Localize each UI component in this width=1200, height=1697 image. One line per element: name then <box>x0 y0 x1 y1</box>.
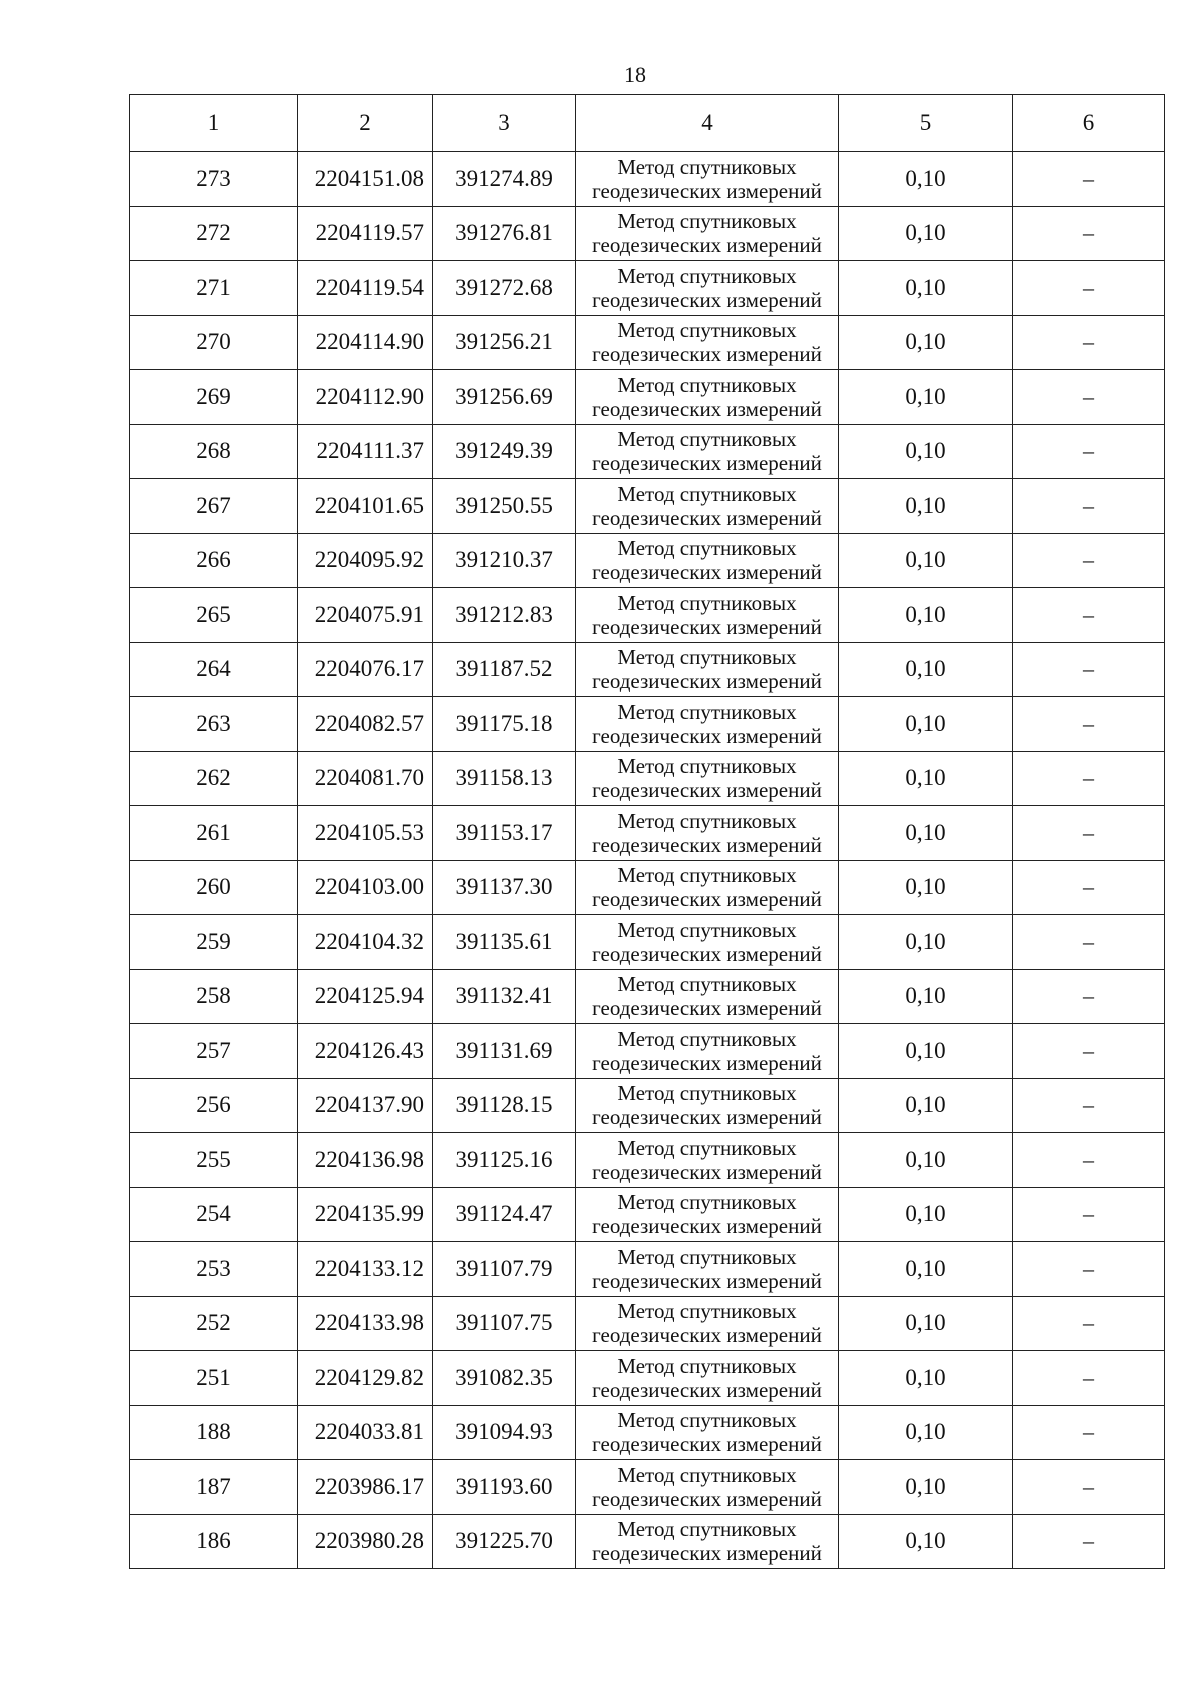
note-cell: – <box>1013 969 1165 1024</box>
table-row <box>130 969 1165 1024</box>
y-coordinate-cell: 391193.60 <box>433 1460 576 1515</box>
point-number-cell: 254 <box>130 1187 298 1242</box>
method-line-2: геодезических измерений <box>592 560 822 585</box>
method-line-2: геодезических измерений <box>592 451 822 476</box>
method-line-1: Метод спутниковых <box>617 209 797 234</box>
note-cell: – <box>1013 533 1165 588</box>
y-coordinate-cell: 391137.30 <box>433 860 576 915</box>
method-line-1: Метод спутниковых <box>617 590 797 615</box>
table-row <box>130 315 1165 370</box>
y-coordinate-cell: 391225.70 <box>433 1514 576 1569</box>
y-coordinate-cell: 391125.16 <box>433 1133 576 1188</box>
accuracy-cell: 0,10 <box>839 370 1013 425</box>
x-coordinate-cell: 2204151.08 <box>298 152 433 207</box>
point-number-cell: 264 <box>130 642 298 697</box>
y-coordinate-cell: 391132.41 <box>433 969 576 1024</box>
table-row <box>130 206 1165 261</box>
method-cell <box>576 1133 839 1188</box>
accuracy-cell: 0,10 <box>839 860 1013 915</box>
table-row <box>130 533 1165 588</box>
y-coordinate-cell: 391128.15 <box>433 1078 576 1133</box>
point-number-cell: 260 <box>130 860 298 915</box>
point-number-cell: 273 <box>130 152 298 207</box>
y-coordinate-cell: 391131.69 <box>433 1024 576 1079</box>
table-row <box>130 1514 1165 1569</box>
method-cell <box>576 1296 839 1351</box>
method-line-2: геодезических измерений <box>592 1541 822 1566</box>
accuracy-cell: 0,10 <box>839 1351 1013 1406</box>
method-cell <box>576 751 839 806</box>
table-row <box>130 1187 1165 1242</box>
y-coordinate-cell: 391175.18 <box>433 697 576 752</box>
method-cell <box>576 1460 839 1515</box>
point-number-cell: 187 <box>130 1460 298 1515</box>
method-line-1: Метод спутниковых <box>617 1353 797 1378</box>
method-cell <box>576 261 839 316</box>
table-row <box>130 1133 1165 1188</box>
method-line-1: Метод спутниковых <box>617 645 797 670</box>
method-cell <box>576 1242 839 1297</box>
y-coordinate-cell: 391272.68 <box>433 261 576 316</box>
method-line-1: Метод спутниковых <box>617 1462 797 1487</box>
method-line-1: Метод спутниковых <box>617 808 797 833</box>
y-coordinate-cell: 391249.39 <box>433 424 576 479</box>
method-line-2: геодезических измерений <box>592 669 822 694</box>
column-header-5: 5 <box>839 95 1013 152</box>
method-line-1: Метод спутниковых <box>617 372 797 397</box>
point-number-cell: 253 <box>130 1242 298 1297</box>
method-cell <box>576 315 839 370</box>
table-row <box>130 588 1165 643</box>
note-cell: – <box>1013 1242 1165 1297</box>
table-row <box>130 1024 1165 1079</box>
x-coordinate-cell: 2204103.00 <box>298 860 433 915</box>
table-row <box>130 424 1165 479</box>
note-cell: – <box>1013 860 1165 915</box>
x-coordinate-cell: 2204129.82 <box>298 1351 433 1406</box>
method-cell <box>576 1187 839 1242</box>
method-line-2: геодезических измерений <box>592 1214 822 1239</box>
note-cell: – <box>1013 1078 1165 1133</box>
point-number-cell: 263 <box>130 697 298 752</box>
method-line-2: геодезических измерений <box>592 178 822 203</box>
point-number-cell: 257 <box>130 1024 298 1079</box>
note-cell: – <box>1013 424 1165 479</box>
accuracy-cell: 0,10 <box>839 1514 1013 1569</box>
method-line-1: Метод спутниковых <box>617 536 797 561</box>
point-number-cell: 265 <box>130 588 298 643</box>
x-coordinate-cell: 2204111.37 <box>298 424 433 479</box>
x-coordinate-cell: 2204136.98 <box>298 1133 433 1188</box>
column-header-4: 4 <box>576 95 839 152</box>
x-coordinate-cell: 2204137.90 <box>298 1078 433 1133</box>
x-coordinate-cell: 2204101.65 <box>298 479 433 534</box>
table-row <box>130 860 1165 915</box>
method-cell <box>576 1514 839 1569</box>
method-line-2: геодезических измерений <box>592 614 822 639</box>
method-line-1: Метод спутниковых <box>617 1408 797 1433</box>
x-coordinate-cell: 2204082.57 <box>298 697 433 752</box>
note-cell: – <box>1013 751 1165 806</box>
table-row <box>130 152 1165 207</box>
y-coordinate-cell: 391158.13 <box>433 751 576 806</box>
method-line-2: геодезических измерений <box>592 1268 822 1293</box>
point-number-cell: 255 <box>130 1133 298 1188</box>
method-line-1: Метод спутниковых <box>617 1244 797 1269</box>
x-coordinate-cell: 2203980.28 <box>298 1514 433 1569</box>
table-row <box>130 479 1165 534</box>
y-coordinate-cell: 391094.93 <box>433 1405 576 1460</box>
point-number-cell: 258 <box>130 969 298 1024</box>
y-coordinate-cell: 391124.47 <box>433 1187 576 1242</box>
table-row <box>130 1078 1165 1133</box>
table-row <box>130 642 1165 697</box>
point-number-cell: 272 <box>130 206 298 261</box>
method-line-1: Метод спутниковых <box>617 972 797 997</box>
method-line-2: геодезических измерений <box>592 996 822 1021</box>
note-cell: – <box>1013 1514 1165 1569</box>
table-row <box>130 1405 1165 1460</box>
table-body <box>130 152 1165 1569</box>
x-coordinate-cell: 2204112.90 <box>298 370 433 425</box>
x-coordinate-cell: 2204119.54 <box>298 261 433 316</box>
x-coordinate-cell: 2204104.32 <box>298 915 433 970</box>
method-line-1: Метод спутниковых <box>617 1081 797 1106</box>
point-number-cell: 271 <box>130 261 298 316</box>
method-line-2: геодезических измерений <box>592 1432 822 1457</box>
y-coordinate-cell: 391256.21 <box>433 315 576 370</box>
method-line-1: Метод спутниковых <box>617 699 797 724</box>
y-coordinate-cell: 391107.75 <box>433 1296 576 1351</box>
table-row <box>130 370 1165 425</box>
column-header-6: 6 <box>1013 95 1165 152</box>
point-number-cell: 270 <box>130 315 298 370</box>
y-coordinate-cell: 391135.61 <box>433 915 576 970</box>
method-cell <box>576 806 839 861</box>
method-cell <box>576 206 839 261</box>
method-cell <box>576 697 839 752</box>
x-coordinate-cell: 2204133.12 <box>298 1242 433 1297</box>
accuracy-cell: 0,10 <box>839 533 1013 588</box>
note-cell: – <box>1013 479 1165 534</box>
y-coordinate-cell: 391274.89 <box>433 152 576 207</box>
x-coordinate-cell: 2204075.91 <box>298 588 433 643</box>
accuracy-cell: 0,10 <box>839 152 1013 207</box>
method-line-2: геодезических измерений <box>592 287 822 312</box>
x-coordinate-cell: 2204125.94 <box>298 969 433 1024</box>
accuracy-cell: 0,10 <box>839 1296 1013 1351</box>
method-line-2: геодезических измерений <box>592 342 822 367</box>
method-line-1: Метод спутниковых <box>617 1299 797 1324</box>
note-cell: – <box>1013 806 1165 861</box>
method-line-2: геодезических измерений <box>592 1105 822 1130</box>
table-row <box>130 697 1165 752</box>
method-line-1: Метод спутниковых <box>617 154 797 179</box>
point-number-cell: 269 <box>130 370 298 425</box>
note-cell: – <box>1013 315 1165 370</box>
x-coordinate-cell: 2204081.70 <box>298 751 433 806</box>
column-header-2: 2 <box>298 95 433 152</box>
coordinates-table <box>129 94 1165 1569</box>
note-cell: – <box>1013 588 1165 643</box>
note-cell: – <box>1013 1133 1165 1188</box>
point-number-cell: 256 <box>130 1078 298 1133</box>
point-number-cell: 188 <box>130 1405 298 1460</box>
accuracy-cell: 0,10 <box>839 1024 1013 1079</box>
table-row <box>130 806 1165 861</box>
y-coordinate-cell: 391210.37 <box>433 533 576 588</box>
method-cell <box>576 479 839 534</box>
note-cell: – <box>1013 1187 1165 1242</box>
accuracy-cell: 0,10 <box>839 261 1013 316</box>
method-line-2: геодезических измерений <box>592 1323 822 1348</box>
accuracy-cell: 0,10 <box>839 806 1013 861</box>
method-cell <box>576 969 839 1024</box>
accuracy-cell: 0,10 <box>839 1187 1013 1242</box>
point-number-cell: 267 <box>130 479 298 534</box>
point-number-cell: 251 <box>130 1351 298 1406</box>
method-line-1: Метод спутниковых <box>617 1135 797 1160</box>
method-line-2: геодезических измерений <box>592 941 822 966</box>
note-cell: – <box>1013 1024 1165 1079</box>
y-coordinate-cell: 391153.17 <box>433 806 576 861</box>
x-coordinate-cell: 2204119.57 <box>298 206 433 261</box>
accuracy-cell: 0,10 <box>839 1078 1013 1133</box>
point-number-cell: 266 <box>130 533 298 588</box>
method-line-2: геодезических измерений <box>592 396 822 421</box>
note-cell: – <box>1013 1460 1165 1515</box>
y-coordinate-cell: 391276.81 <box>433 206 576 261</box>
method-cell <box>576 860 839 915</box>
method-line-1: Метод спутниковых <box>617 263 797 288</box>
table-row <box>130 1296 1165 1351</box>
x-coordinate-cell: 2204076.17 <box>298 642 433 697</box>
table-row <box>130 261 1165 316</box>
method-line-1: Метод спутниковых <box>617 1190 797 1215</box>
method-line-1: Метод спутниковых <box>617 917 797 942</box>
note-cell: – <box>1013 697 1165 752</box>
method-line-2: геодезических измерений <box>592 887 822 912</box>
method-line-2: геодезических измерений <box>592 723 822 748</box>
note-cell: – <box>1013 206 1165 261</box>
page-number: 18 <box>624 62 646 87</box>
note-cell: – <box>1013 370 1165 425</box>
accuracy-cell: 0,10 <box>839 1133 1013 1188</box>
method-line-1: Метод спутниковых <box>617 863 797 888</box>
note-cell: – <box>1013 152 1165 207</box>
accuracy-cell: 0,10 <box>839 424 1013 479</box>
y-coordinate-cell: 391107.79 <box>433 1242 576 1297</box>
accuracy-cell: 0,10 <box>839 315 1013 370</box>
x-coordinate-cell: 2204135.99 <box>298 1187 433 1242</box>
y-coordinate-cell: 391250.55 <box>433 479 576 534</box>
y-coordinate-cell: 391187.52 <box>433 642 576 697</box>
method-cell <box>576 1024 839 1079</box>
x-coordinate-cell: 2204126.43 <box>298 1024 433 1079</box>
x-coordinate-cell: 2203986.17 <box>298 1460 433 1515</box>
method-cell <box>576 1078 839 1133</box>
method-line-1: Метод спутниковых <box>617 427 797 452</box>
method-cell <box>576 370 839 425</box>
method-line-2: геодезических измерений <box>592 1050 822 1075</box>
y-coordinate-cell: 391212.83 <box>433 588 576 643</box>
note-cell: – <box>1013 1351 1165 1406</box>
accuracy-cell: 0,10 <box>839 915 1013 970</box>
point-number-cell: 259 <box>130 915 298 970</box>
accuracy-cell: 0,10 <box>839 1460 1013 1515</box>
method-line-2: геодезических измерений <box>592 832 822 857</box>
table-row <box>130 751 1165 806</box>
method-cell <box>576 424 839 479</box>
method-cell <box>576 1405 839 1460</box>
method-cell <box>576 152 839 207</box>
method-cell <box>576 1351 839 1406</box>
method-line-1: Метод спутниковых <box>617 481 797 506</box>
y-coordinate-cell: 391256.69 <box>433 370 576 425</box>
accuracy-cell: 0,10 <box>839 588 1013 643</box>
x-coordinate-cell: 2204033.81 <box>298 1405 433 1460</box>
method-cell <box>576 533 839 588</box>
table-row <box>130 915 1165 970</box>
method-line-2: геодезических измерений <box>592 233 822 258</box>
accuracy-cell: 0,10 <box>839 1242 1013 1297</box>
table-row <box>130 1242 1165 1297</box>
note-cell: – <box>1013 1296 1165 1351</box>
method-line-2: геодезических измерений <box>592 1159 822 1184</box>
note-cell: – <box>1013 642 1165 697</box>
method-line-2: геодезических измерений <box>592 1377 822 1402</box>
method-line-2: геодезических измерений <box>592 505 822 530</box>
method-cell <box>576 642 839 697</box>
point-number-cell: 262 <box>130 751 298 806</box>
accuracy-cell: 0,10 <box>839 206 1013 261</box>
table-row <box>130 1351 1165 1406</box>
point-number-cell: 252 <box>130 1296 298 1351</box>
table-header-row <box>130 95 1165 152</box>
method-line-2: геодезических измерений <box>592 1486 822 1511</box>
accuracy-cell: 0,10 <box>839 479 1013 534</box>
method-line-1: Метод спутниковых <box>617 1026 797 1051</box>
method-line-1: Метод спутниковых <box>617 1517 797 1542</box>
x-coordinate-cell: 2204105.53 <box>298 806 433 861</box>
note-cell: – <box>1013 261 1165 316</box>
table-row <box>130 1460 1165 1515</box>
x-coordinate-cell: 2204095.92 <box>298 533 433 588</box>
note-cell: – <box>1013 915 1165 970</box>
column-header-1: 1 <box>130 95 298 152</box>
column-header-3: 3 <box>433 95 576 152</box>
accuracy-cell: 0,10 <box>839 751 1013 806</box>
accuracy-cell: 0,10 <box>839 642 1013 697</box>
y-coordinate-cell: 391082.35 <box>433 1351 576 1406</box>
accuracy-cell: 0,10 <box>839 1405 1013 1460</box>
x-coordinate-cell: 2204133.98 <box>298 1296 433 1351</box>
method-line-1: Метод спутниковых <box>617 318 797 343</box>
note-cell: – <box>1013 1405 1165 1460</box>
point-number-cell: 261 <box>130 806 298 861</box>
point-number-cell: 268 <box>130 424 298 479</box>
accuracy-cell: 0,10 <box>839 969 1013 1024</box>
point-number-cell: 186 <box>130 1514 298 1569</box>
method-cell <box>576 915 839 970</box>
method-line-1: Метод спутниковых <box>617 754 797 779</box>
method-cell <box>576 588 839 643</box>
method-line-2: геодезических измерений <box>592 778 822 803</box>
x-coordinate-cell: 2204114.90 <box>298 315 433 370</box>
accuracy-cell: 0,10 <box>839 697 1013 752</box>
